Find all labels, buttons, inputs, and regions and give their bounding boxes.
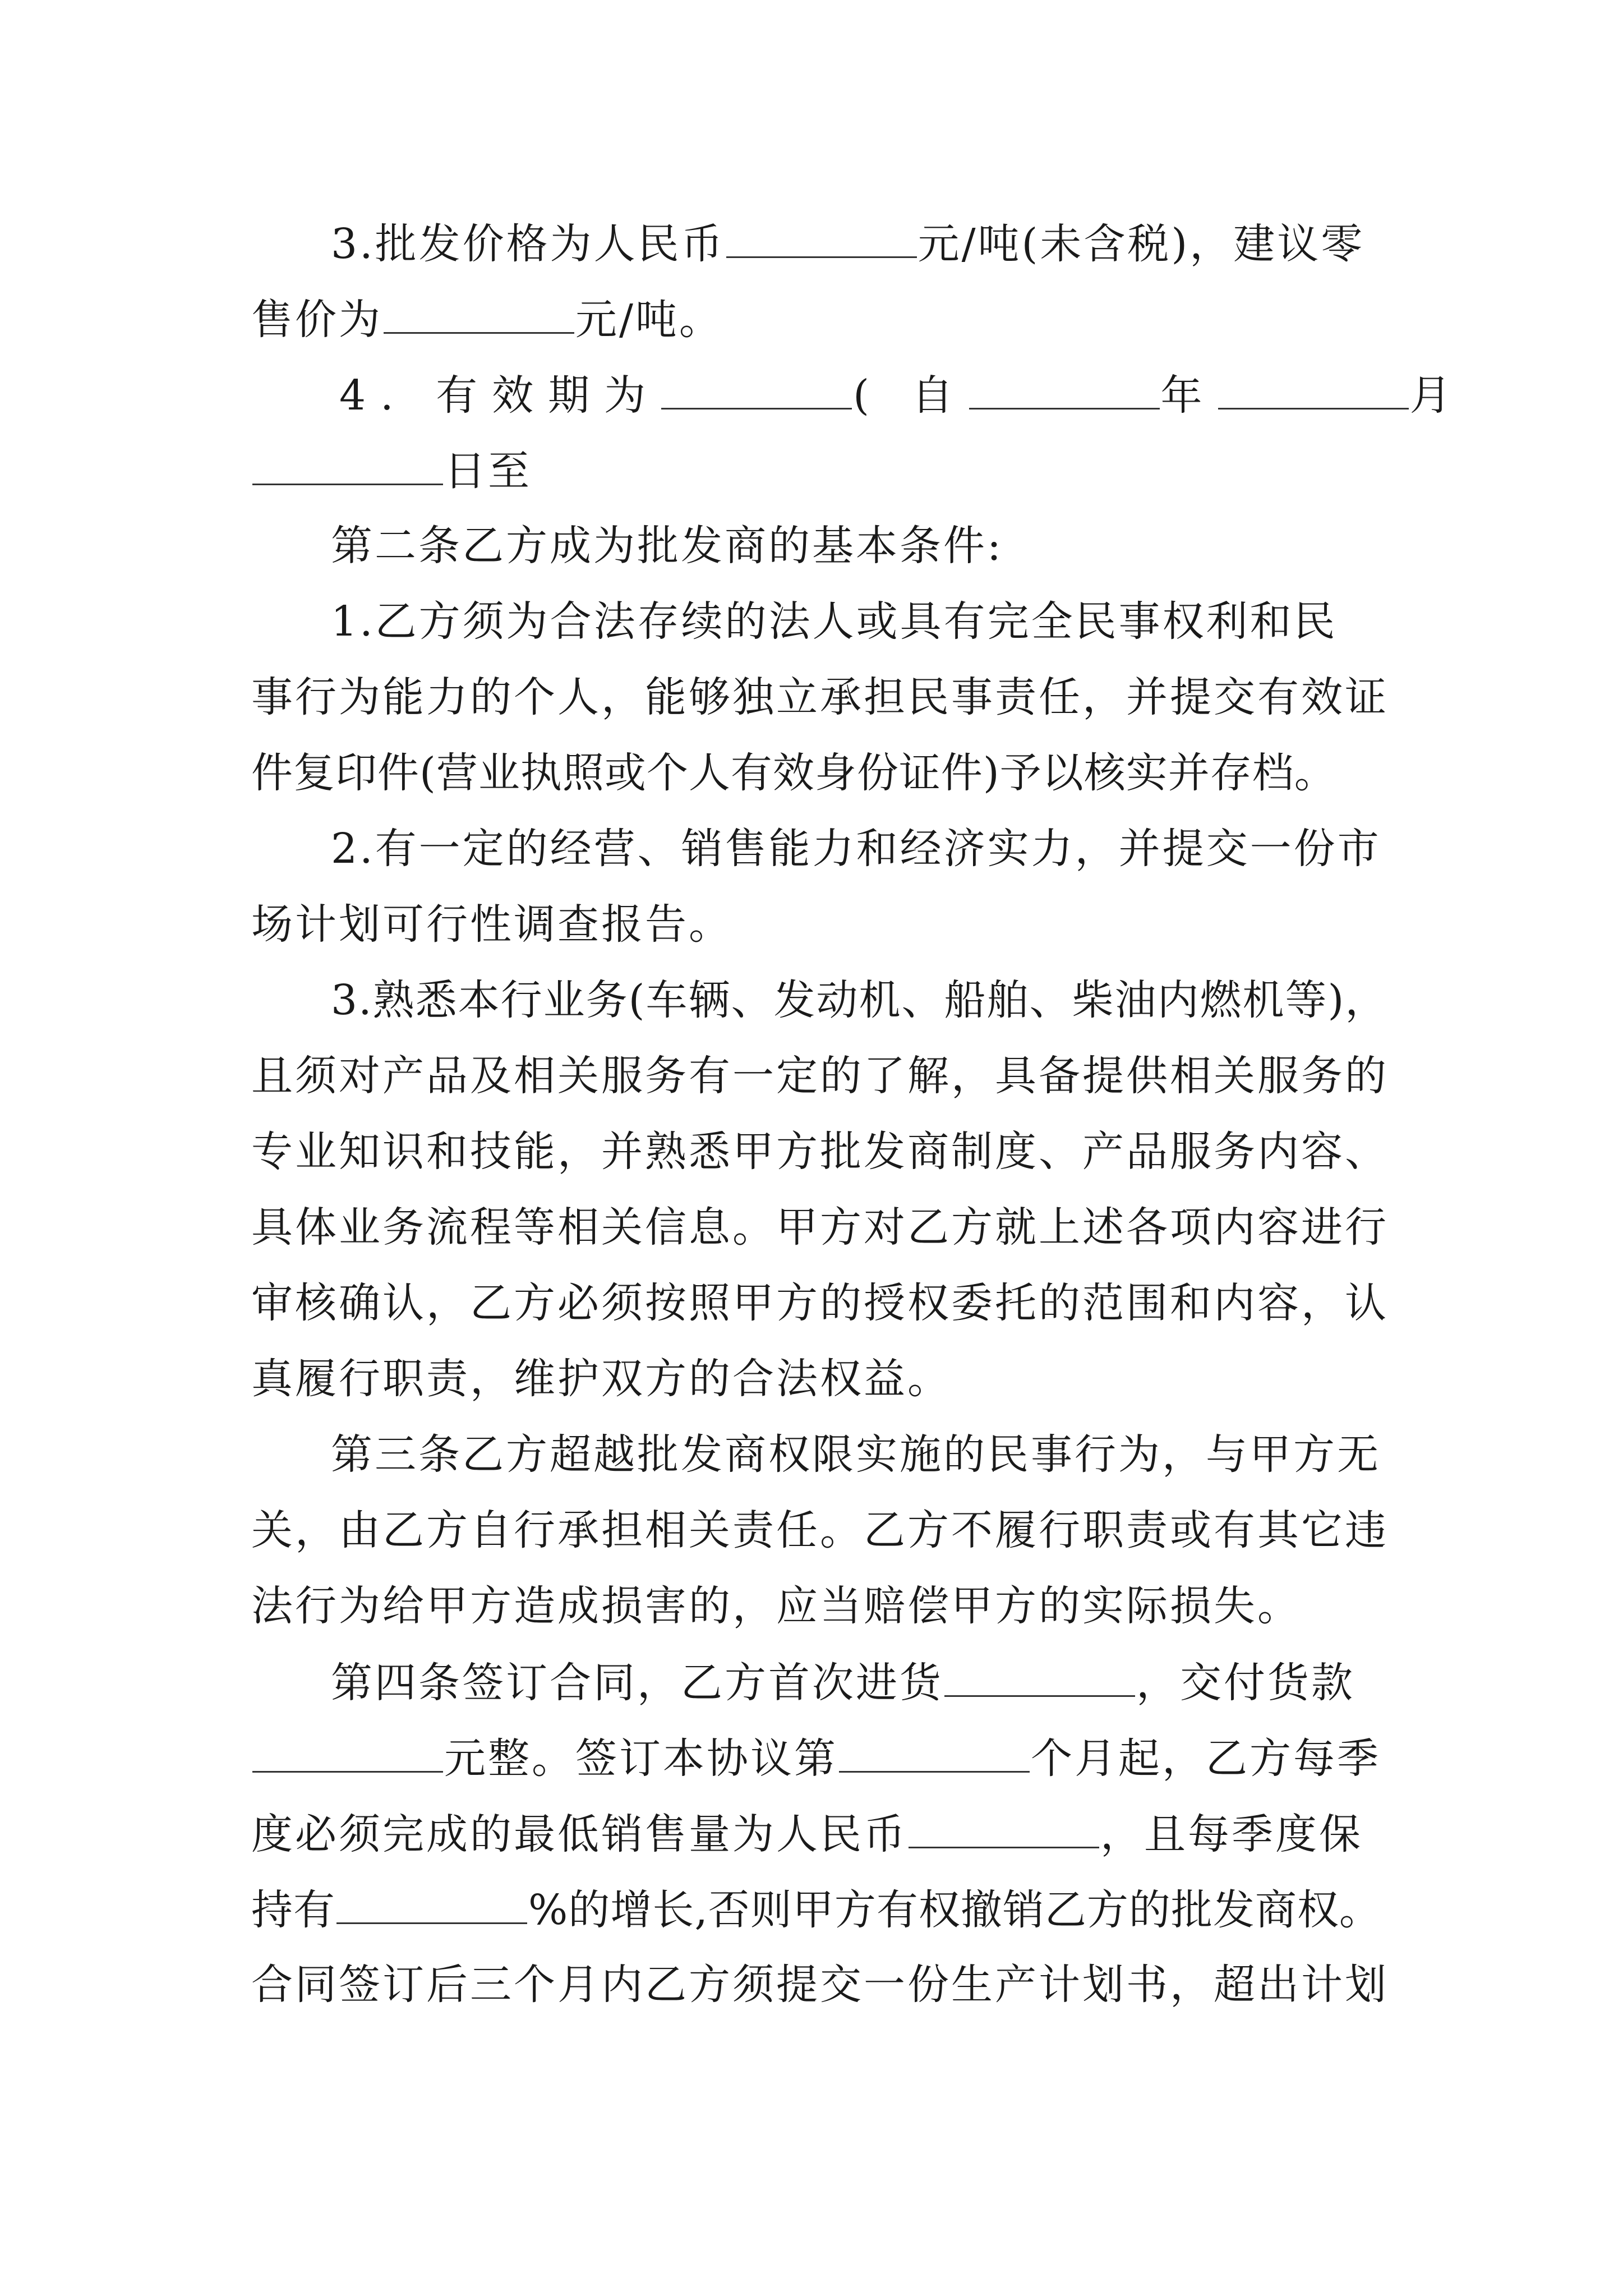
- blank-field[interactable]: [661, 366, 852, 409]
- clause-1-4-line-2: [251, 442, 532, 498]
- article-2-heading: [331, 518, 1003, 574]
- text-segment: 3.批发价格为人民币: [331, 220, 725, 268]
- text-segment: ( 自: [853, 371, 968, 420]
- blank-field[interactable]: [969, 366, 1160, 409]
- clause-1-4-line-1: [339, 366, 1466, 422]
- text-segment: 且须对产品及相关服务有一定的了解，具备提供相关服务的: [251, 1052, 1389, 1100]
- text-segment: 合同签订后三个月内乙方须提交一份生产计划书，超出计划: [251, 1961, 1389, 2009]
- article-4-line-4: [251, 1881, 1381, 1937]
- paragraph-line: [251, 1275, 1389, 1331]
- article-4-line-1: [331, 1654, 1355, 1710]
- article-4-line-2: [251, 1729, 1381, 1786]
- paragraph-line: [251, 1351, 951, 1407]
- paragraph-line: [331, 821, 1381, 877]
- paragraph-line: [251, 745, 1336, 801]
- text-segment: 3.熟悉本行业务(车辆、发动机、船舶、柴油内燃机等)，: [331, 976, 1388, 1024]
- paragraph-line: [331, 972, 1387, 1028]
- clause-1-3-line-2: [251, 291, 723, 347]
- text-segment: 关，由乙方自行承担相关责任。乙方不履行职责或有其它违: [251, 1506, 1389, 1554]
- text-segment: 4. 有效期为: [339, 371, 661, 420]
- text-segment: 度必须完成的最低销售量为人民币: [251, 1810, 907, 1858]
- clause-1-3-line-1: [331, 215, 1364, 271]
- blank-field[interactable]: [336, 1881, 527, 1924]
- blank-field[interactable]: [252, 1729, 443, 1773]
- text-segment: 专业知识和技能，并熟悉甲方批发商制度、产品服务内容、: [251, 1128, 1389, 1176]
- paragraph-line: [331, 1427, 1381, 1483]
- text-segment: 第三条乙方超越批发商权限实施的民事行为，与甲方无: [331, 1430, 1381, 1479]
- text-segment: 具体业务流程等相关信息。甲方对乙方就上述各项内容进行: [251, 1203, 1389, 1251]
- text-segment: 审核确认，乙方必须按照甲方的授权委托的范围和内容，认: [251, 1279, 1389, 1327]
- text-segment: 元整。签订本协议第: [444, 1734, 838, 1783]
- text-segment: 件复印件(营业执照或个人有效身份证件)予以核实并存档。: [251, 749, 1336, 797]
- text-segment: 场计划可行性调查报告。: [251, 900, 732, 949]
- paragraph-line: [251, 1578, 1301, 1634]
- text-segment: 售价为: [251, 296, 382, 344]
- blank-field[interactable]: [726, 215, 917, 258]
- article-4-line-3: [251, 1805, 1363, 1861]
- text-segment: 个月起，乙方每季: [1031, 1734, 1381, 1783]
- text-segment: %的增长,否则甲方有权撤销乙方的批发商权。: [528, 1886, 1381, 1934]
- text-segment: 元/吨(未含税)，建议零: [917, 220, 1365, 268]
- text-segment: 第四条签订合同，乙方首次进货: [331, 1659, 943, 1707]
- blank-field[interactable]: [252, 442, 443, 485]
- text-segment: 月: [1409, 371, 1466, 420]
- paragraph-line: [251, 1199, 1389, 1255]
- paragraph-line: [251, 1124, 1389, 1180]
- text-segment: 2.有一定的经营、销售能力和经济实力，并提交一份市: [331, 825, 1381, 873]
- text-segment: 持有: [251, 1886, 335, 1934]
- blank-field[interactable]: [1218, 366, 1409, 409]
- paragraph-line: [251, 1048, 1389, 1104]
- text-segment: 元/吨。: [575, 296, 723, 344]
- text-segment: 事行为能力的个人，能够独立承担民事责任，并提交有效证: [251, 673, 1389, 721]
- paragraph-line: [251, 669, 1389, 725]
- text-segment: ，且每季度保: [1100, 1810, 1363, 1858]
- blank-field[interactable]: [909, 1805, 1099, 1848]
- text-segment: 年: [1160, 371, 1217, 420]
- text-segment: ，交付货款: [1136, 1659, 1355, 1707]
- text-segment: 真履行职责，维护双方的合法权益。: [251, 1355, 951, 1403]
- text-segment: 第二条乙方成为批发商的基本条件:: [331, 522, 1003, 570]
- text-segment: 1.乙方须为合法存续的法人或具有完全民事权利和民: [331, 597, 1338, 646]
- blank-field[interactable]: [839, 1729, 1030, 1773]
- text-segment: 日至: [444, 447, 532, 495]
- paragraph-line: [251, 896, 732, 953]
- blank-field[interactable]: [384, 291, 574, 334]
- blank-field[interactable]: [944, 1654, 1135, 1697]
- paragraph-line: [251, 1957, 1389, 2013]
- text-segment: 法行为给甲方造成损害的，应当赔偿甲方的实际损失。: [251, 1582, 1301, 1630]
- paragraph-line: [331, 593, 1338, 650]
- paragraph-line: [251, 1502, 1389, 1558]
